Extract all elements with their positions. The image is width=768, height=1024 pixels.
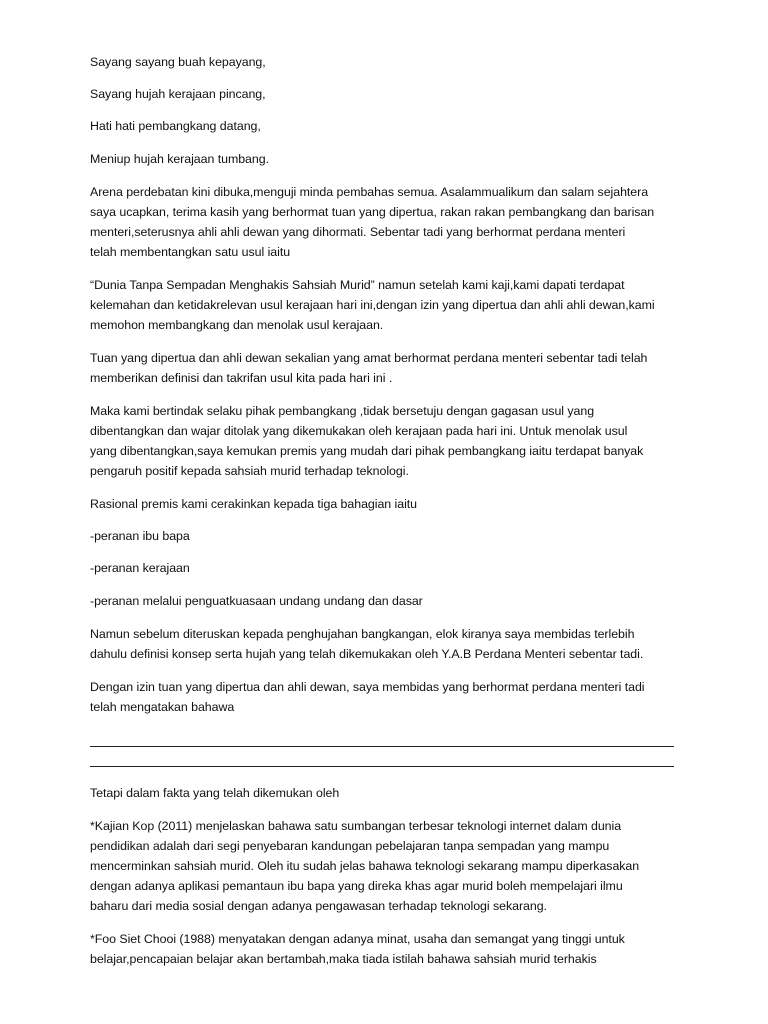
citation-line: *Foo Siet Chooi (1988) menyatakan dengan adanya minat, usaha dan semangat yang tinggi untuk: [90, 932, 625, 946]
pantun-line-1: Sayang sayang buah kepayang,: [90, 55, 266, 69]
paragraph-line: Arena perdebatan kini dibuka,menguji minda pembahas semua. Asalammualikum dan salam sejahtera: [90, 185, 649, 199]
list-item: -peranan melalui penguatkuasaan undang undang dan dasar: [90, 594, 423, 608]
citation-line: mencerminkan sahsiah murid. Oleh itu sudah jelas bahawa teknologi sekarang mampu diperkasakan: [90, 859, 640, 873]
citation-line: pendidikan adalah dari segi penyebaran kandungan pebelajaran tanpa sempadan yang mampu: [90, 839, 610, 853]
paragraph-line: memberikan definisi dan takrifan usul kita pada hari ini .: [90, 371, 393, 385]
pantun-line-4: Meniup hujah kerajaan tumbang.: [90, 152, 269, 166]
paragraph-line: dibentangkan dan wajar ditolak yang dikemukakan oleh kerajaan pada hari ini. Untuk menolak usul: [90, 424, 628, 438]
list-item: -peranan kerajaan: [90, 561, 190, 575]
paragraph-line: kelemahan dan ketidakrelevan usul kerajaan hari ini,dengan izin yang dipertua dan ahli ahli dewan,kami: [90, 298, 655, 312]
paragraph-line: saya ucapkan, terima kasih yang berhormat tuan yang dipertua, rakan rakan pembangkang dan barisan: [90, 205, 655, 219]
paragraph-line: Namun sebelum diteruskan kepada penghujahan bangkangan, elok kiranya saya membidas terlebih: [90, 627, 635, 641]
pantun-line-3: Hati hati pembangkang datang,: [90, 119, 261, 133]
paragraph-line: pengaruh positif kepada sahsiah murid terhadap teknologi.: [90, 464, 409, 478]
paragraph-line: Tuan yang dipertua dan ahli dewan sekalian yang amat berhormat perdana menteri sebentar tadi telah: [90, 351, 648, 365]
citation-line: baharu dari media sosial dengan adanya pengawasan terhadap teknologi sekarang.: [90, 899, 547, 913]
list-item: -peranan ibu bapa: [90, 529, 190, 543]
paragraph-line: memohon membangkang dan menolak usul kerajaan.: [90, 318, 384, 332]
paragraph-line: telah mengatakan bahawa: [90, 700, 235, 714]
citation-line: belajar,pencapaian belajar akan bertambah,maka tiada istilah bahawa sahsiah murid terhakis: [90, 952, 597, 966]
paragraph-line: Dengan izin tuan yang dipertua dan ahli dewan, saya membidas yang berhormat perdana menteri tadi: [90, 680, 645, 694]
paragraph-line: dahulu definisi konsep serta hujah yang telah dikemukakan oleh Y.A.B Perdana Menteri sebentar tadi.: [90, 647, 644, 661]
citation-line: *Kajian Kop (2011) menjelaskan bahawa satu sumbangan terbesar teknologi internet dalam dunia: [90, 819, 622, 833]
paragraph-line: yang dibentangkan,saya kemukan premis yang mudah dari pihak pembangkang iaitu terdapat banyak: [90, 444, 644, 458]
paragraph-line: menteri,seterusnya ahli ahli dewan yang dihormati. Sebentar tadi yang berhormat perdana menteri: [90, 225, 626, 239]
pantun-line-2: Sayang hujah kerajaan pincang,: [90, 87, 266, 101]
paragraph-line: “Dunia Tanpa Sempadan Menghakis Sahsiah Murid” namun setelah kami kaji,kami dapati terdapat: [90, 278, 625, 292]
blank-rule-line: [90, 746, 674, 747]
paragraph-line: Maka kami bertindak selaku pihak pembangkang ,tidak bersetuju dengan gagasan usul yang: [90, 404, 595, 418]
paragraph-line: Tetapi dalam fakta yang telah dikemukan oleh: [90, 786, 340, 800]
citation-line: dengan adanya aplikasi pemantaun ibu bapa yang direka khas agar murid boleh mempelajari ilmu: [90, 879, 623, 893]
paragraph-line: telah membentangkan satu usul iaitu: [90, 245, 291, 259]
blank-rule-line: [90, 766, 674, 767]
paragraph-line: Rasional premis kami cerakinkan kepada tiga bahagian iaitu: [90, 497, 418, 511]
